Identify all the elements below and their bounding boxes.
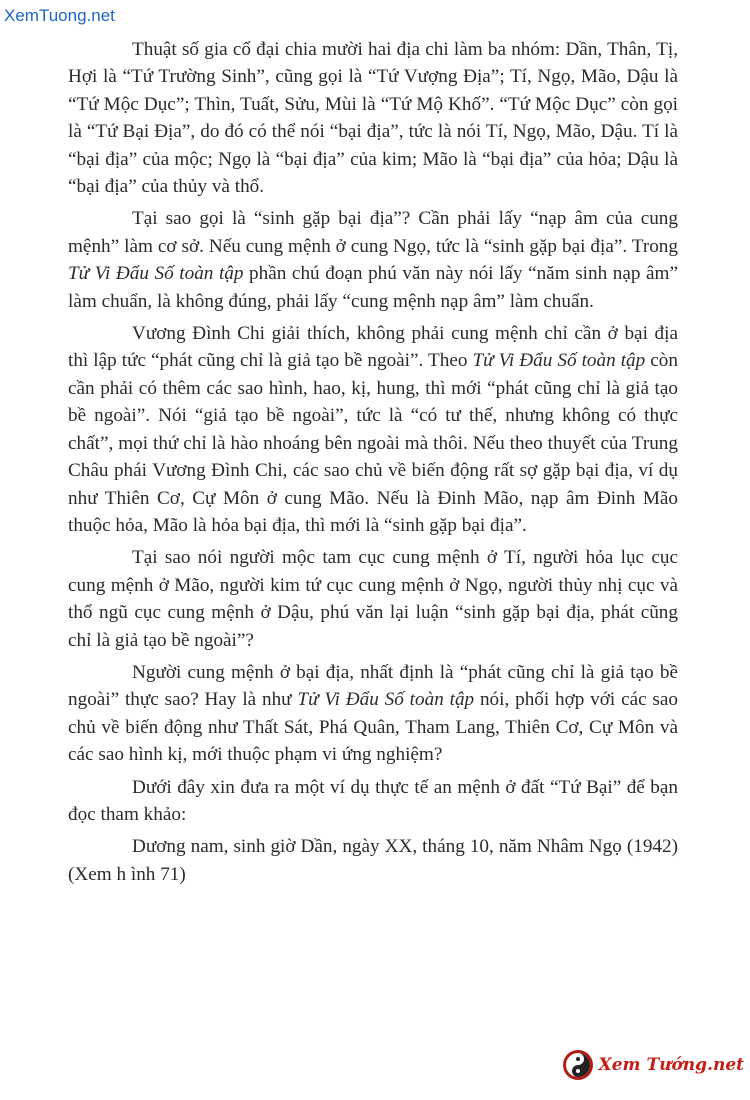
text-run: còn cần phải có thêm các sao hình, hao, kị, hung, thì mới “phát cũng chỉ là giả tạo bề ngoài”. Nói “giả tạo bề ngoài”, tức là “có tư thế, nhưng không có thực chất”, mọi thứ chỉ là hào nhoáng bên ngoài mà thôi. Nếu theo thuyết của Trung Châu phái Vương Đình Chi, các sao chủ về biến động rất sợ gặp bại địa, ví dụ như Thiên Cơ, Cự Môn ở cung Mão. Nếu là Đinh Mão, nạp âm Đinh Mão thuộc hỏa, Mão là hỏa bại địa, thì mới là “sinh gặp bại địa”.	[68, 350, 678, 536]
book-title: Tử Vi Đẩu Số toàn tập	[297, 689, 475, 711]
paragraph	[68, 205, 678, 315]
paragraph	[68, 36, 678, 200]
text-run: Tại sao nói người mộc tam cục cung mệnh ở Tí, người hỏa lục cục cung mệnh ở Mão, người kim tứ cục cung mệnh ở Ngọ, người thủy nhị cục và thổ ngũ cục cung mệnh ở Dậu, phú văn lại luận “sinh gặp bại địa, phát cũng chỉ là giả tạo bề ngoài”?	[68, 547, 678, 651]
text-run: Tại sao gọi là “sinh gặp bại địa”? Cần phải lấy “nạp âm của cung mệnh” làm cơ sở. Nếu cung mệnh ở cung Ngọ, tức là “sinh gặp bại địa”. Trong	[68, 208, 678, 257]
page-text	[68, 36, 678, 893]
paragraph	[68, 544, 678, 654]
text-run: Người cung mệnh ở bại địa, nhất định là “phát cũng chỉ là giả tạo bề ngoài” thực sao? Hay là như	[68, 661, 678, 711]
site-link[interactable]: XemTuong.net	[4, 6, 115, 25]
text-run: nói, phối hợp với các sao chủ về biến động như Thất Sát, Phá Quân, Tham Lang, Thiên Cơ, Cự Môn và các sao hình kị, mới thuộc phạm vi ứng nghiệm?	[68, 689, 679, 766]
paragraph	[68, 833, 678, 888]
text-run: Dương nam, sinh giờ Dần, ngày XX, tháng 10, năm Nhâm Ngọ (1942) (Xem h ình 71)	[68, 836, 678, 885]
text-run: Dưới đây xin đưa ra một ví dụ thực tế an mệnh ở đất “Tứ Bại” để bạn đọc tham khảo:	[68, 776, 678, 825]
text-run: phần chú đoạn phú văn này nói lấy “năm sinh nạp âm” làm chuẩn, là không đúng, phải lấy “cung mệnh nạp âm” làm chuẩn.	[68, 263, 678, 312]
text-run: Thuật số gia cổ đại chia mười hai địa chi làm ba nhóm: Dần, Thân, Tị, Hợi là “Tứ Trường Sinh”, cũng gọi là “Tứ Vượng Địa”; Tí, Ngọ, Mão, Dậu là “Tứ Mộc Dục”; Thìn, Tuất, Sửu, Mùi là “Tứ Mộ Khố”. “Tứ Mộc Dục” còn gọi là “Tứ Bại Địa”, do đó có thể nói “bại địa”, tức là nói Tí, Ngọ, Mão, Dậu. Tí là “bại địa” của mộc; Ngọ là “bại địa” của kim; Mão là “bại địa” của hỏa; Dậu là “bại địa” của thủy và thổ.	[68, 39, 678, 198]
yin-yang-icon	[563, 1050, 593, 1080]
book-title: Tử Vi Đẩu Số toàn tập	[472, 350, 646, 372]
logo-text: Xem Tướng.net	[598, 1055, 744, 1075]
paragraph	[68, 659, 678, 769]
paragraph	[68, 320, 678, 539]
book-title: Tử Vi Đẩu Số toàn tập	[68, 263, 244, 285]
paragraph	[68, 774, 678, 829]
text-run: Vương Đình Chi giải thích, không phải cung mệnh chỉ cần ở bại địa thì lập tức “phát cũng chỉ là giả tạo bề ngoài”. Theo	[68, 323, 678, 372]
site-logo	[563, 1050, 744, 1080]
